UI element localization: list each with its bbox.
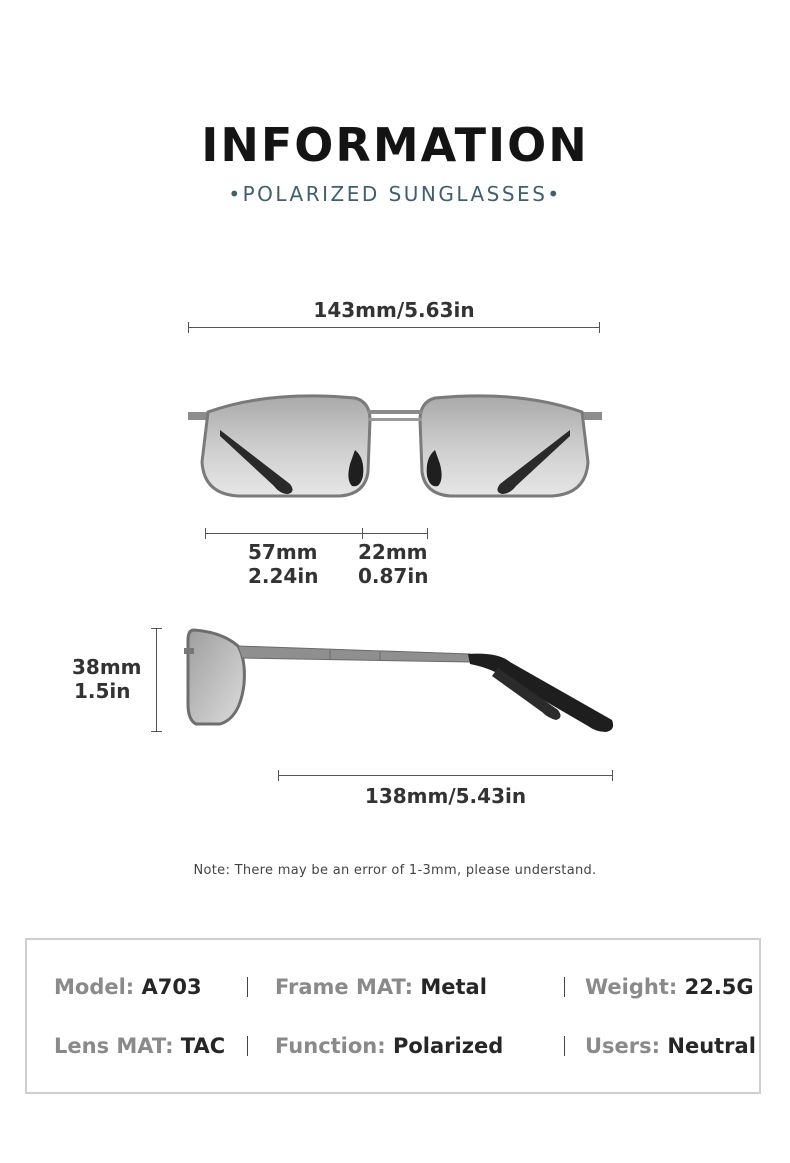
bridge-in-label: 0.87in	[358, 564, 429, 588]
temple-length-label: 138mm/5.43in	[364, 784, 527, 808]
spec-model-label: Model:	[54, 975, 135, 999]
total-width-tick-right	[599, 322, 600, 333]
lens-width-in-label: 2.24in	[248, 564, 319, 588]
total-width-label: 143mm/5.63in	[313, 298, 475, 322]
spec-frame-value: Metal	[420, 975, 487, 999]
spec-users	[585, 1033, 756, 1059]
temple-length-tick-right	[612, 770, 613, 781]
spec-weight	[585, 974, 754, 1000]
page-title: INFORMATION	[201, 118, 589, 172]
total-width-tick-left	[188, 322, 189, 333]
spec-box	[25, 938, 761, 1094]
lens-height-line	[156, 628, 157, 732]
lens-bridge-line	[205, 533, 428, 534]
total-width-line	[188, 327, 600, 328]
glasses-side-image	[180, 620, 620, 740]
bridge-mm-label: 22mm	[358, 540, 428, 564]
spec-separator	[247, 977, 248, 997]
lens-bridge-tick-mid	[362, 528, 363, 539]
spec-users-value: Neutral	[667, 1034, 756, 1058]
spec-frame-label: Frame MAT:	[275, 975, 414, 999]
spec-separator	[247, 1036, 248, 1056]
temple-length-tick-left	[278, 770, 279, 781]
spec-lens	[54, 1033, 225, 1059]
spec-frame	[275, 974, 487, 1000]
spec-model-value: A703	[141, 975, 202, 999]
spec-function-value: Polarized	[392, 1034, 504, 1058]
spec-weight-value: 22.5G	[684, 975, 754, 999]
spec-separator	[564, 977, 565, 997]
lens-width-mm-label: 57mm	[248, 540, 318, 564]
page-subtitle: •POLARIZED SUNGLASSES•	[228, 182, 562, 206]
spec-function	[275, 1033, 503, 1059]
lens-height-mm-label: 38mm	[72, 655, 142, 679]
spec-function-label: Function:	[275, 1034, 386, 1058]
spec-users-label: Users:	[585, 1034, 661, 1058]
lens-height-tick-bottom	[151, 731, 162, 732]
glasses-front-image	[180, 380, 610, 510]
spec-weight-label: Weight:	[585, 975, 678, 999]
tolerance-note: Note: There may be an error of 1-3mm, please understand.	[193, 863, 597, 878]
spec-separator	[564, 1036, 565, 1056]
spec-model	[54, 974, 202, 1000]
lens-height-tick-top	[151, 628, 162, 629]
lens-height-in-label: 1.5in	[74, 679, 131, 703]
temple-length-line	[278, 775, 613, 776]
bridge-tick-right	[427, 528, 428, 539]
spec-lens-value: TAC	[180, 1034, 226, 1058]
lens-tick-left	[205, 528, 206, 539]
spec-lens-label: Lens MAT:	[54, 1034, 174, 1058]
